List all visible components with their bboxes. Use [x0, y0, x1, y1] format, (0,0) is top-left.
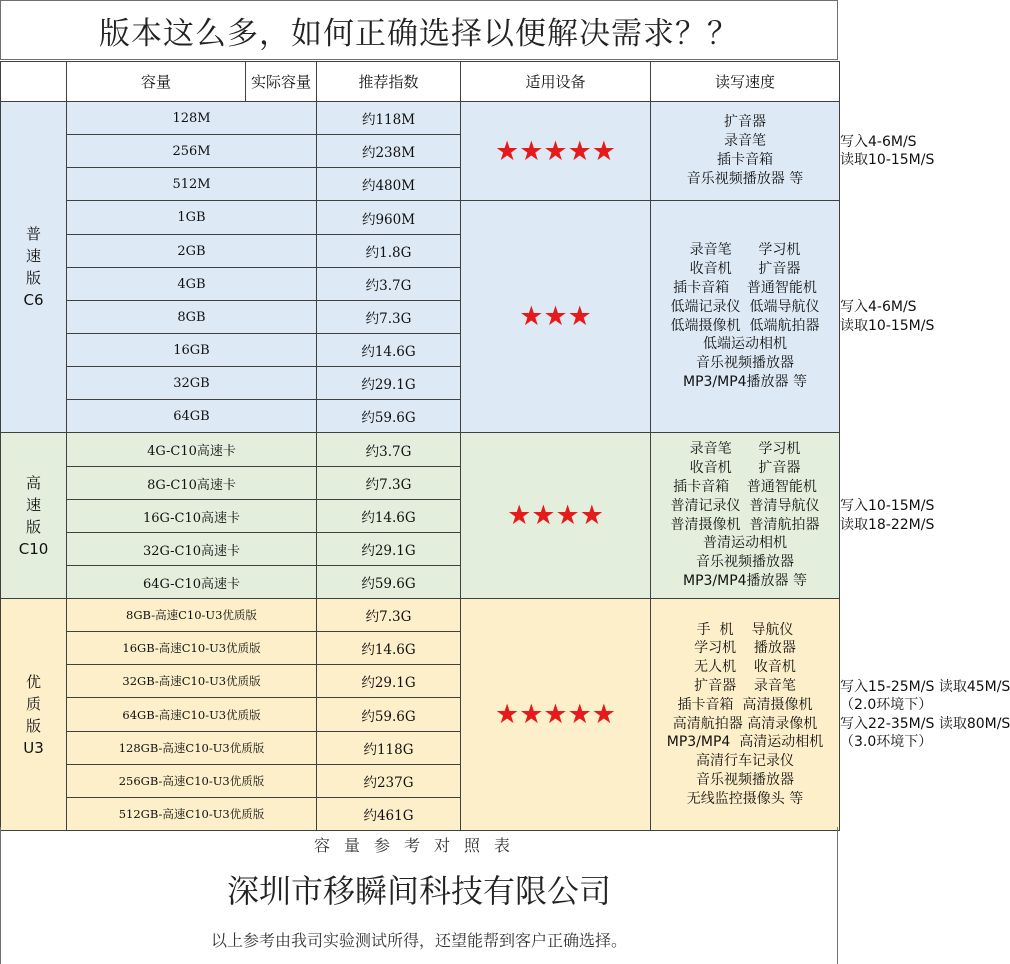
star-rating: ★★★★ — [461, 433, 651, 599]
header-devices: 适用设备 — [461, 62, 651, 102]
header-actual-capacity: 实际容量 — [246, 62, 317, 102]
actual-capacity-cell: 约7.3G — [317, 599, 461, 632]
actual-capacity-cell: 约29.1G — [317, 367, 461, 400]
header-capacity: 容量 — [67, 62, 246, 102]
capacity-cell: 128GB-高速C10-U3优质版 — [67, 732, 317, 765]
actual-capacity-cell: 约59.6G — [317, 698, 461, 732]
actual-capacity-cell: 约7.3G — [317, 301, 461, 334]
actual-capacity-cell: 约29.1G — [317, 533, 461, 566]
capacity-cell: 1GB — [67, 201, 317, 235]
actual-capacity-cell: 约461G — [317, 798, 461, 831]
actual-capacity-cell: 约237G — [317, 765, 461, 798]
capacity-cell: 4GB — [67, 268, 317, 301]
devices-cell: 录音笔 学习机 收音机 扩音器 插卡音箱 普通智能机 低端记录仪 低端导航仪 低端摄像机 低端航拍器 低端运动相机 音乐视频播放器 MP3/MP4播放器 等 — [651, 201, 840, 433]
capacity-cell: 16G-C10高速卡 — [67, 500, 317, 533]
actual-capacity-cell: 约14.6G — [317, 334, 461, 367]
actual-capacity-cell: 约480M — [317, 168, 461, 201]
capacity-cell: 64GB-高速C10-U3优质版 — [67, 698, 317, 732]
table-row: 优 质 版 U3 8GB-高速C10-U3优质版 约7.3G ★★★★★ 手 机 导航仪 学习机 播放器 无人机 收音机 扩音器 录音笔 插卡音箱 高清摄像机 高清航拍器 高清录像机 MP3/MP4 高清运动相机 高清行车记录仪 音乐视频播放器 无线监控摄像头 等 写入15-25M/S 读取45M/S （2.0环境下） 写入22-35M/S 读取80M/S （3.0环境下） — [1, 599, 840, 632]
capacity-cell: 16GB — [67, 334, 317, 367]
capacity-cell: 32GB-高速C10-U3优质版 — [67, 665, 317, 698]
capacity-cell: 32G-C10高速卡 — [67, 533, 317, 566]
table-row: 普 速 版 C6 128M 约118M ★★★★★ 扩音器 录音笔 插卡音箱 音乐视频播放器 等 写入4-6M/S 读取10-15M/S — [1, 102, 840, 135]
star-rating: ★★★★★ — [461, 102, 651, 201]
header-speed: 读写速度 — [651, 62, 840, 102]
company-name: 深圳市移瞬间科技有限公司 — [226, 872, 611, 910]
group-label-standard-c6: 普 速 版 C6 — [1, 102, 67, 433]
actual-capacity-cell: 约14.6G — [317, 500, 461, 533]
actual-capacity-cell: 约238M — [317, 135, 461, 168]
capacity-cell: 8GB — [67, 301, 317, 334]
capacity-cell: 32GB — [67, 367, 317, 400]
capacity-cell: 512GB-高速C10-U3优质版 — [67, 798, 317, 831]
devices-cell: 录音笔 学习机 收音机 扩音器 插卡音箱 普通智能机 普清记录仪 普清导航仪 普清摄像机 普清航拍器 普清运动相机 音乐视频播放器 MP3/MP4播放器 等 — [651, 433, 840, 599]
actual-capacity-cell: 约59.6G — [317, 400, 461, 433]
actual-capacity-cell: 约7.3G — [317, 467, 461, 500]
header-rating: 推荐指数 — [317, 62, 461, 102]
actual-capacity-cell: 约3.7G — [317, 268, 461, 301]
footer — [0, 827, 838, 964]
capacity-cell: 4G-C10高速卡 — [67, 433, 317, 467]
capacity-cell: 256M — [67, 135, 317, 168]
actual-capacity-cell: 约59.6G — [317, 566, 461, 599]
footer-caption: 容量参考对照表 — [313, 836, 524, 855]
devices-cell: 手 机 导航仪 学习机 播放器 无人机 收音机 扩音器 录音笔 插卡音箱 高清摄像机 高清航拍器 高清录像机 MP3/MP4 高清运动相机 高清行车记录仪 音乐视频播放器 无线监控摄像头 等 — [651, 599, 840, 831]
capacity-cell: 512M — [67, 168, 317, 201]
capacity-cell: 16GB-高速C10-U3优质版 — [67, 632, 317, 665]
actual-capacity-cell: 约3.7G — [317, 433, 461, 467]
capacity-cell: 8G-C10高速卡 — [67, 467, 317, 500]
capacity-cell: 128M — [67, 102, 317, 135]
actual-capacity-cell: 约960M — [317, 201, 461, 235]
table-row: 高 速 版 C10 4G-C10高速卡 约3.7G ★★★★ 录音笔 学习机 收音机 扩音器 插卡音箱 普通智能机 普清记录仪 普清导航仪 普清摄像机 普清航拍器 普清运动相机 音乐视频播放器 MP3/MP4播放器 等 写入10-15M/S 读取18-22M/S — [1, 433, 840, 467]
capacity-cell: 64GB — [67, 400, 317, 433]
star-rating: ★★★★★ — [461, 599, 651, 831]
star-rating: ★★★ — [461, 201, 651, 433]
devices-cell: 扩音器 录音笔 插卡音箱 音乐视频播放器 等 — [651, 102, 840, 201]
actual-capacity-cell: 约14.6G — [317, 632, 461, 665]
capacity-table — [0, 61, 1010, 831]
table-header-row — [1, 62, 840, 102]
capacity-cell: 8GB-高速C10-U3优质版 — [67, 599, 317, 632]
group-label-premium-u3: 优 质 版 U3 — [1, 599, 67, 831]
capacity-cell: 2GB — [67, 235, 317, 268]
actual-capacity-cell: 约118G — [317, 732, 461, 765]
actual-capacity-cell: 约118M — [317, 102, 461, 135]
actual-capacity-cell: 约1.8G — [317, 235, 461, 268]
table-row: 1GB 约960M ★★★ 录音笔 学习机 收音机 扩音器 插卡音箱 普通智能机 低端记录仪 低端导航仪 低端摄像机 低端航拍器 低端运动相机 音乐视频播放器 MP3/MP4播放器 等 写入4-6M/S 读取10-15M/S — [1, 201, 840, 235]
corner-cell — [1, 62, 67, 102]
capacity-cell: 64G-C10高速卡 — [67, 566, 317, 599]
capacity-cell: 256GB-高速C10-U3优质版 — [67, 765, 317, 798]
footer-note: 以上参考由我司实验测试所得，还望能帮到客户正确选择。 — [210, 931, 627, 950]
page-title: 版本这么多，如何正确选择以便解决需求？？ — [0, 0, 838, 60]
group-label-high-speed-c10: 高 速 版 C10 — [1, 433, 67, 599]
actual-capacity-cell: 约29.1G — [317, 665, 461, 698]
